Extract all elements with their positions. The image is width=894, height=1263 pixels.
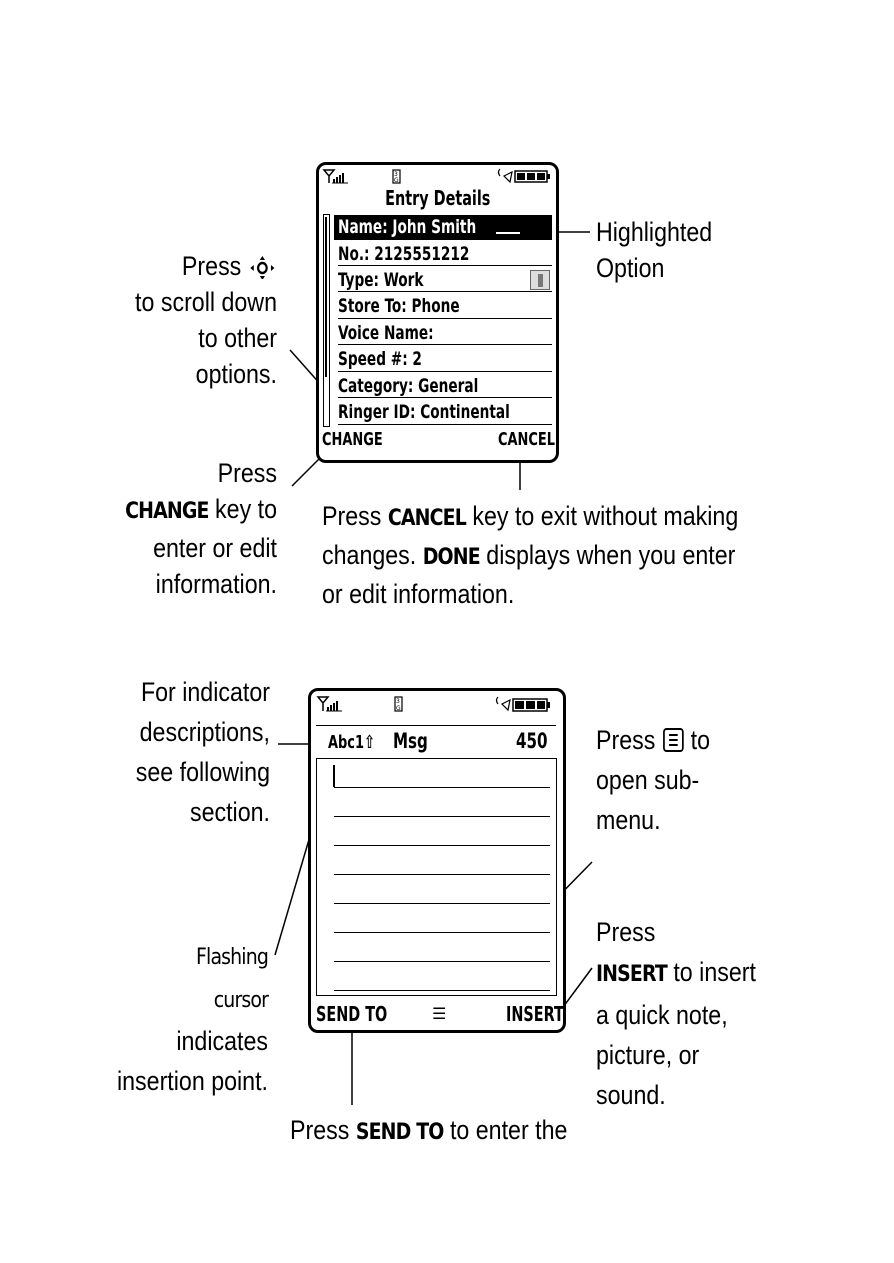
text-line	[334, 874, 550, 875]
text-cursor	[333, 765, 335, 787]
list-item-category[interactable]: Category: General	[338, 375, 479, 397]
svg-text:3: 3	[394, 171, 398, 178]
text-line	[334, 816, 550, 817]
list-item-voice-name[interactable]: Voice Name:	[338, 322, 434, 344]
list-item-speed[interactable]: Speed #: 2	[338, 348, 422, 370]
list-item-number[interactable]: No.: 2125551212	[338, 243, 470, 265]
divider	[338, 371, 552, 372]
cancel-caption: Press CANCEL key to exit without making changes. DONE displays when you enter or edit information.	[322, 501, 739, 609]
highlighted-caption: Highlighted Option	[596, 217, 713, 283]
work-icon	[530, 270, 550, 290]
menu-caption: Press to open sub- menu.	[596, 725, 711, 835]
scroll-bar[interactable]	[323, 214, 330, 427]
cancel-softkey[interactable]: CANCEL	[498, 429, 555, 450]
svg-text:G: G	[396, 705, 401, 712]
list-item-name[interactable]: Name: John Smith	[338, 216, 477, 238]
text-line	[334, 787, 550, 788]
change-caption: Press CHANGE key to enter or edit information.	[125, 458, 277, 599]
signal-icon	[324, 170, 348, 183]
insert-caption: Press INSERT to insert a quick note, picture, or sound.	[596, 917, 756, 1110]
signal-icon	[318, 697, 342, 711]
network-3g-icon	[395, 697, 402, 712]
battery-icon	[515, 171, 550, 182]
character-counter: 450	[516, 729, 548, 753]
divider	[338, 424, 552, 425]
mode-indicator: Abc1⇧	[328, 732, 375, 753]
change-softkey[interactable]: CHANGE	[322, 429, 383, 450]
list-item-type[interactable]: Type: Work	[338, 269, 424, 291]
scroll-thumb[interactable]	[325, 217, 327, 377]
svg-text:G: G	[394, 177, 399, 184]
insert-softkey[interactable]: INSERT	[506, 1002, 564, 1026]
divider	[338, 397, 552, 398]
list-item-store-to[interactable]: Store To: Phone	[338, 295, 460, 317]
text-line	[334, 961, 550, 962]
svg-text:3: 3	[396, 698, 400, 705]
divider	[338, 291, 552, 292]
message-title: Msg	[393, 729, 428, 753]
battery-icon	[513, 699, 550, 711]
divider	[338, 265, 552, 266]
ringer-icon	[497, 697, 511, 710]
indicator-caption: For indicator descriptions, see following section.	[135, 677, 270, 827]
ringer-icon	[499, 169, 513, 182]
screen-title: Entry Details	[385, 186, 491, 210]
send-to-softkey[interactable]: SEND TO	[316, 1002, 388, 1026]
text-line	[334, 845, 550, 846]
menu-key-icon	[662, 727, 684, 753]
network-3g-icon	[393, 170, 400, 184]
navigation-key-icon	[248, 255, 277, 279]
send-to-caption: Press SEND TO to enter the	[290, 1115, 568, 1145]
underline	[496, 232, 520, 234]
menu-softkey-icon[interactable]: ☰	[432, 1006, 447, 1023]
divider	[338, 318, 552, 319]
status-bar	[314, 694, 560, 716]
divider	[338, 344, 552, 345]
scroll-caption: Press to scroll down to other options.	[135, 251, 277, 389]
cursor-caption: Flashing cursor indicates insertion point.	[116, 945, 268, 1096]
text-line	[334, 903, 550, 904]
status-bar	[322, 168, 554, 186]
text-line	[334, 932, 550, 933]
header-divider	[316, 725, 556, 726]
text-line	[334, 990, 550, 991]
list-item-ringer[interactable]: Ringer ID: Continental	[338, 401, 510, 423]
